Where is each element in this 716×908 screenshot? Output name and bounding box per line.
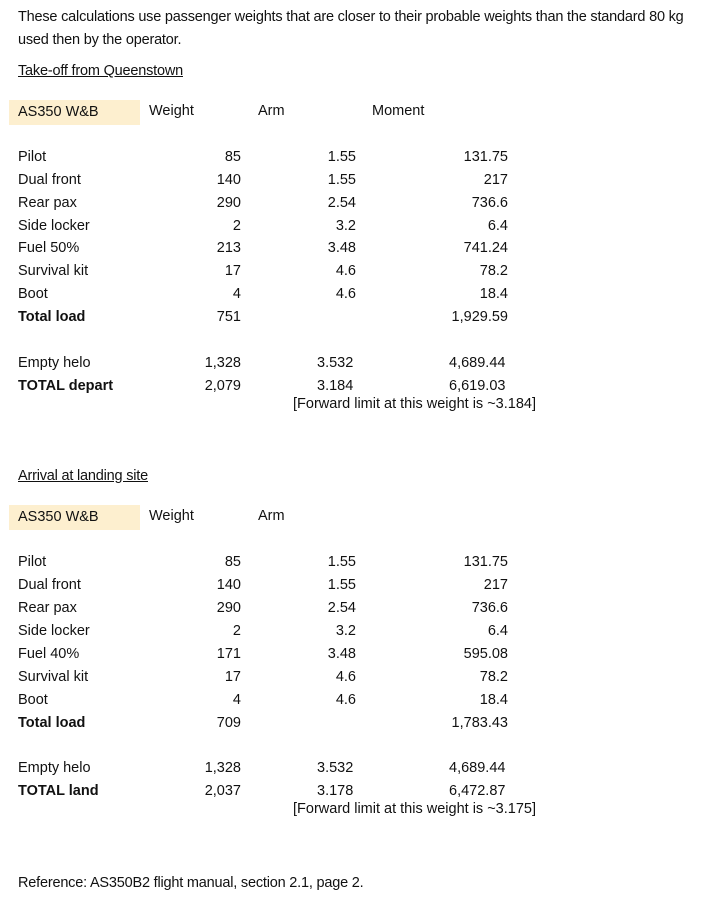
- row-moment: 131.75: [463, 149, 508, 165]
- row-label: Dual front: [18, 577, 81, 593]
- row-label: Rear pax: [18, 195, 77, 211]
- row-arm: 1.55: [327, 172, 356, 188]
- row-weight: 2,037: [204, 783, 241, 799]
- forward-limit-note: [Forward limit at this weight is ~3.184]: [293, 396, 536, 412]
- row-weight: 17: [224, 263, 241, 279]
- row-moment: 217: [483, 577, 508, 593]
- row-label: Boot: [18, 692, 48, 708]
- row-weight: 2: [232, 623, 241, 639]
- row-arm: 1.55: [327, 149, 356, 165]
- row-label: Pilot: [18, 149, 47, 165]
- row-moment: 6,472.87: [449, 783, 506, 799]
- row-moment: 78.2: [479, 669, 508, 685]
- row-label: Empty helo: [18, 355, 91, 371]
- column-header-weight: Weight: [149, 508, 194, 524]
- row-label: Total load: [18, 309, 86, 325]
- row-moment: 131.75: [463, 554, 508, 570]
- row-weight: 2,079: [204, 378, 241, 394]
- row-weight: 290: [216, 600, 241, 616]
- row-label: Survival kit: [18, 263, 89, 279]
- row-arm: 2.54: [327, 600, 356, 616]
- row-moment: 1,783.43: [451, 715, 508, 731]
- column-header-arm: Arm: [258, 508, 285, 524]
- reference-note: Reference: AS350B2 flight manual, section 2.1, page 2.: [18, 875, 364, 891]
- row-moment: 1,929.59: [451, 309, 508, 325]
- row-weight: 751: [216, 309, 241, 325]
- row-moment: 6,619.03: [449, 378, 506, 394]
- row-moment: 6.4: [487, 623, 508, 639]
- table-header-label: AS350 W&B: [9, 100, 140, 125]
- row-moment: 741.24: [463, 240, 508, 256]
- row-arm: 3.532: [317, 355, 354, 371]
- intro-paragraph: These calculations use passenger weights that are closer to their probable weights than the standard 80 kg used then by the operator.: [18, 9, 684, 48]
- row-moment: 4,689.44: [449, 760, 506, 776]
- row-weight: 290: [216, 195, 241, 211]
- column-header-moment: Moment: [372, 103, 425, 119]
- row-weight: 140: [216, 172, 241, 188]
- row-arm: 2.54: [327, 195, 356, 211]
- row-weight: 4: [232, 692, 241, 708]
- row-moment: 18.4: [479, 692, 508, 708]
- row-weight: 85: [224, 554, 241, 570]
- row-moment: 595.08: [463, 646, 508, 662]
- row-moment: 736.6: [471, 195, 508, 211]
- row-arm: 1.55: [327, 577, 356, 593]
- row-arm: 4.6: [335, 263, 356, 279]
- row-moment: 217: [483, 172, 508, 188]
- row-moment: 4,689.44: [449, 355, 506, 371]
- row-arm: 4.6: [335, 692, 356, 708]
- row-arm: 3.2: [335, 218, 356, 234]
- section-heading: Arrival at landing site: [18, 468, 148, 484]
- row-weight: 4: [232, 286, 241, 302]
- column-header-weight: Weight: [149, 103, 194, 119]
- row-arm: 4.6: [335, 286, 356, 302]
- row-weight: 85: [224, 149, 241, 165]
- row-arm: 3.178: [317, 783, 354, 799]
- row-moment: 6.4: [487, 218, 508, 234]
- row-moment: 736.6: [471, 600, 508, 616]
- row-weight: 17: [224, 669, 241, 685]
- row-label: Side locker: [18, 623, 90, 639]
- row-label: Fuel 40%: [18, 646, 80, 662]
- row-arm: 3.532: [317, 760, 354, 776]
- row-label: Empty helo: [18, 760, 91, 776]
- row-arm: 4.6: [335, 669, 356, 685]
- row-label: Total load: [18, 715, 86, 731]
- row-label: Side locker: [18, 218, 90, 234]
- row-moment: 78.2: [479, 263, 508, 279]
- row-moment: 18.4: [479, 286, 508, 302]
- section-heading: Take-off from Queenstown: [18, 63, 183, 79]
- row-weight: 1,328: [204, 355, 241, 371]
- row-weight: 709: [216, 715, 241, 731]
- row-arm: 3.184: [317, 378, 354, 394]
- table-header-label: AS350 W&B: [9, 505, 140, 530]
- column-header-arm: Arm: [258, 103, 285, 119]
- row-weight: 171: [216, 646, 241, 662]
- row-label: Survival kit: [18, 669, 89, 685]
- row-label: Dual front: [18, 172, 81, 188]
- forward-limit-note: [Forward limit at this weight is ~3.175]: [293, 801, 536, 817]
- row-label: TOTAL depart: [18, 378, 114, 394]
- row-weight: 2: [232, 218, 241, 234]
- row-arm: 3.48: [327, 240, 356, 256]
- row-label: TOTAL land: [18, 783, 99, 799]
- row-label: Rear pax: [18, 600, 77, 616]
- row-weight: 1,328: [204, 760, 241, 776]
- row-arm: 3.2: [335, 623, 356, 639]
- row-weight: 140: [216, 577, 241, 593]
- row-label: Fuel 50%: [18, 240, 80, 256]
- row-label: Pilot: [18, 554, 47, 570]
- row-label: Boot: [18, 286, 48, 302]
- row-arm: 3.48: [327, 646, 356, 662]
- row-arm: 1.55: [327, 554, 356, 570]
- row-weight: 213: [216, 240, 241, 256]
